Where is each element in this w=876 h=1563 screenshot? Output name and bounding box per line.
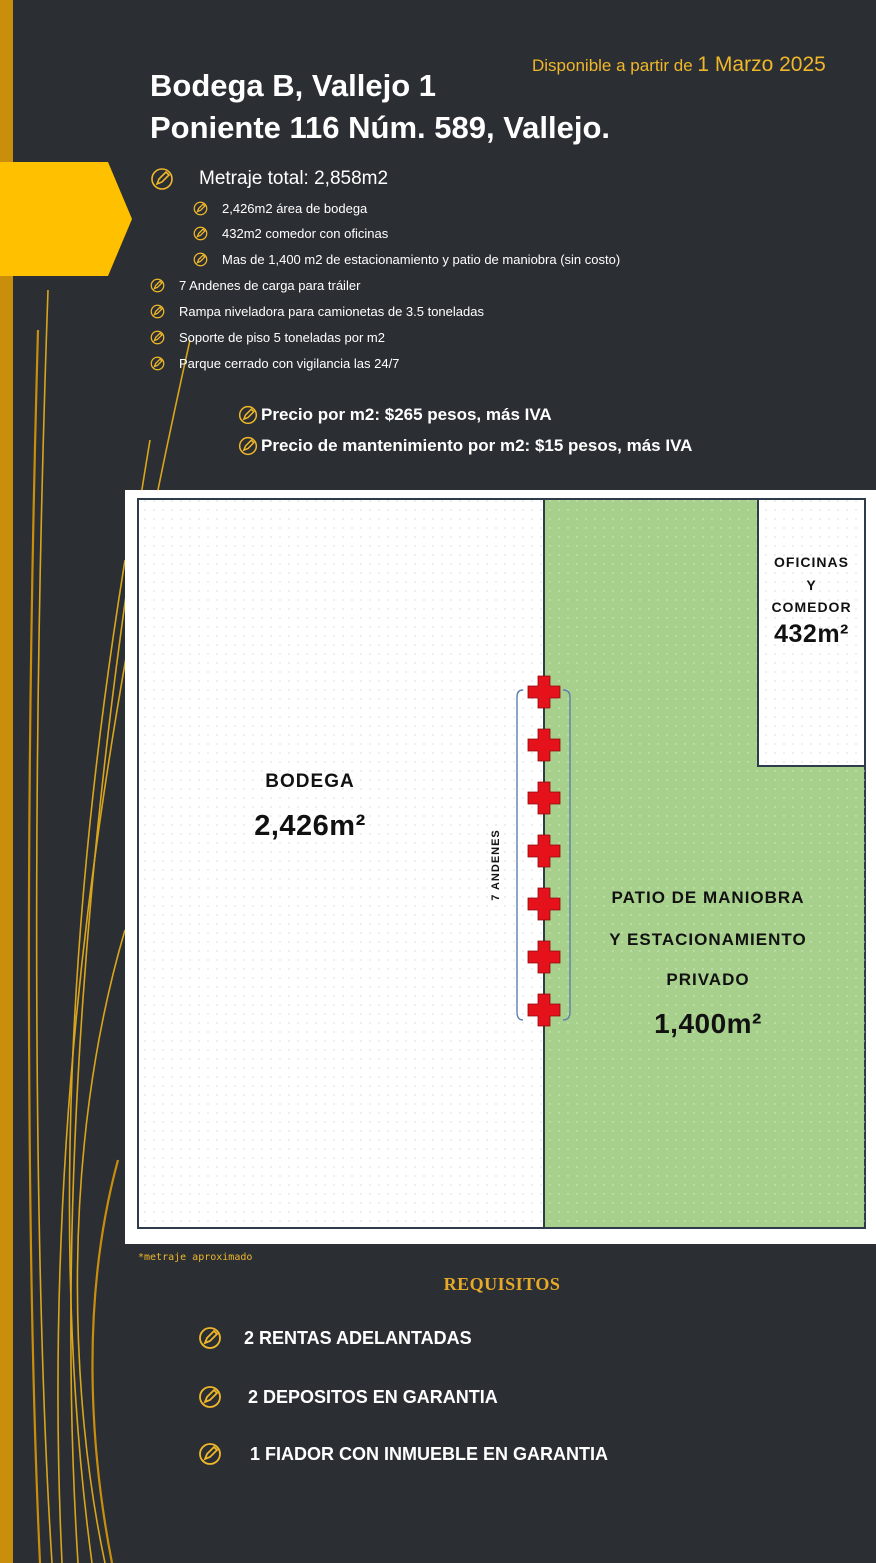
offices-label-line3: COMEDOR	[771, 599, 852, 615]
floor-plan	[125, 490, 876, 1244]
offices-area-label: 432m²	[774, 620, 849, 648]
feature-item-text: 7 Andenes de carga para tráiler	[179, 278, 361, 293]
page-title-line-2: Poniente 116 Núm. 589, Vallejo.	[150, 110, 611, 145]
yard-label-line1: PATIO DE MANIOBRA	[611, 888, 805, 907]
feature-item-text: Soporte de piso 5 toneladas por m2	[179, 330, 385, 345]
requirements-title: REQUISITOS	[443, 1274, 561, 1294]
feature-item-text: Rampa niveladora para camionetas de 3.5 toneladas	[179, 304, 484, 319]
spec-sub-item-text: 432m2 comedor con oficinas	[222, 226, 389, 241]
feature-item	[150, 356, 399, 371]
spec-total	[150, 167, 388, 191]
pencil-check-icon	[193, 226, 208, 241]
availability-prefix: Disponible a partir de	[532, 56, 693, 75]
offices-label-line2: Y	[806, 577, 817, 593]
price-text: Precio por m2: $265 pesos, más IVA	[261, 405, 552, 424]
warehouse-label: BODEGA	[265, 771, 355, 792]
yard-label-line2: Y ESTACIONAMIENTO	[609, 930, 807, 949]
spec-sub-item	[193, 226, 388, 241]
pencil-check-icon	[238, 405, 258, 425]
pencil-check-icon	[193, 252, 208, 267]
requirement-item	[198, 1326, 472, 1350]
availability-note	[532, 53, 826, 77]
offices-label-line1: OFICINAS	[774, 554, 849, 570]
yellow-arrow-tab	[0, 162, 132, 276]
maintenance-price-text: Precio de mantenimiento por m2: $15 pesos, más IVA	[261, 436, 693, 455]
pencil-check-icon	[193, 201, 208, 216]
spec-sub-item	[193, 252, 620, 267]
requirement-text: 2 DEPOSITOS EN GARANTIA	[248, 1386, 498, 1407]
requirement-text: 2 RENTAS ADELANTADAS	[244, 1327, 472, 1348]
pencil-check-icon	[150, 330, 165, 345]
yard-label-line3: PRIVADO	[666, 970, 750, 989]
requirement-text: 1 FIADOR CON INMUEBLE EN GARANTIA	[250, 1443, 609, 1464]
yard-area-label: 1,400m²	[654, 1008, 762, 1039]
spec-sub-item-text: 2,426m2 área de bodega	[222, 201, 368, 216]
pencil-check-icon	[150, 278, 165, 293]
maintenance-price-item	[238, 436, 692, 456]
availability-date: 1 Marzo 2025	[697, 53, 826, 76]
pencil-check-icon	[150, 356, 165, 371]
docks-label: 7 ANDENES	[490, 829, 502, 901]
spec-sub-item-text: Mas de 1,400 m2 de estacionamiento y patio de maniobra (sin costo)	[222, 252, 621, 267]
warehouse-area-label: 2,426m²	[254, 810, 366, 842]
pencil-check-icon	[238, 436, 258, 456]
spec-sub-item	[193, 201, 367, 216]
pencil-check-icon	[198, 1385, 222, 1409]
feature-item	[150, 304, 484, 319]
pencil-check-icon	[150, 167, 174, 191]
requirement-item	[198, 1442, 608, 1466]
requirement-item	[198, 1385, 498, 1409]
spec-total-text: Metraje total: 2,858m2	[199, 168, 389, 189]
warehouse-area	[138, 499, 544, 1228]
page-title-line-1: Bodega B, Vallejo 1	[150, 68, 436, 103]
pencil-check-icon	[198, 1442, 222, 1466]
feature-item-text: Parque cerrado con vigilancia las 24/7	[179, 356, 400, 371]
pencil-check-icon	[150, 304, 165, 319]
pencil-check-icon	[198, 1326, 222, 1350]
feature-item	[150, 330, 385, 345]
feature-item	[150, 278, 360, 293]
footnote: *metraje aproximado	[138, 1252, 253, 1263]
price-item	[238, 405, 552, 425]
